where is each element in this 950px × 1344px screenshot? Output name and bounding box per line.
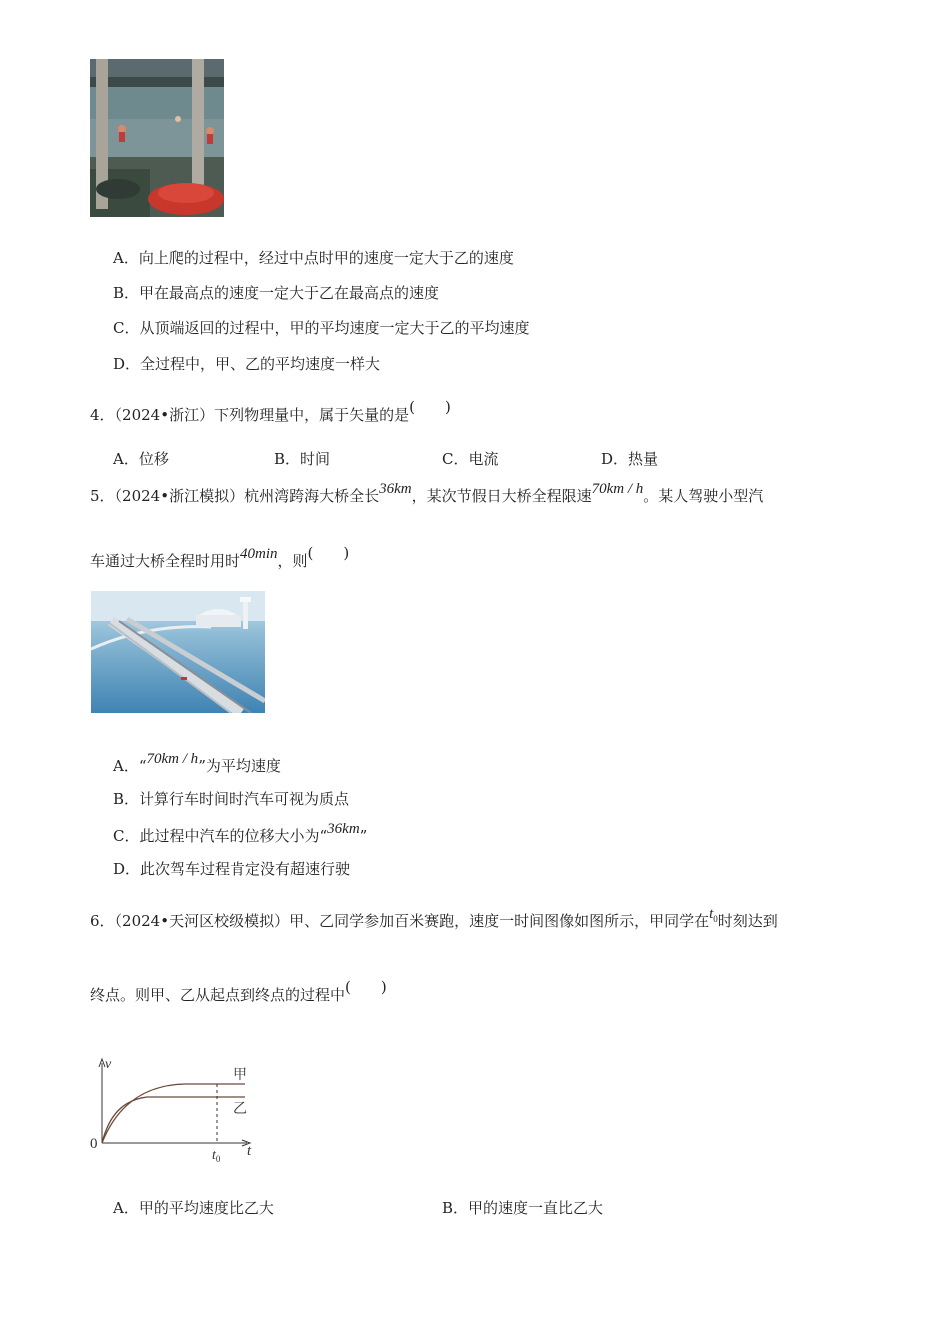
option-letter: A． (113, 757, 139, 775)
t0-math (709, 906, 718, 922)
q4-option-c (442, 449, 499, 469)
question-text: 下列物理量中，属于矢量的是 (214, 406, 410, 424)
option-math: 70km / h (146, 751, 199, 767)
label-jia: 甲 (233, 1067, 247, 1083)
bridge-length-math: 36km (379, 481, 412, 497)
question-text: 终点。则甲、乙从起点到终点的过程中 (90, 986, 346, 1004)
v-axis-label: v (105, 1057, 112, 1072)
option-text: 从顶端返回的过程中，甲的平均速度一定大于乙的平均速度 (139, 319, 530, 337)
q6-stem-line1 (90, 906, 778, 937)
question-number: 6． (90, 912, 115, 930)
option-letter: B． (274, 450, 301, 468)
q4-option-d (601, 449, 658, 469)
q5-option-c (113, 821, 368, 847)
speed-limit-math: 70km / h (591, 481, 644, 497)
t0-symbol: t (709, 906, 714, 922)
q5-stem-line1 (90, 481, 764, 507)
question-text: 。某人驾驶小型汽 (643, 487, 764, 505)
q3-option-a (113, 248, 514, 268)
q5-option-a (113, 751, 281, 777)
t0-subscript: 0 (713, 914, 718, 924)
bridge-photo-drawing (91, 591, 265, 713)
option-text: 此过程中汽车的位移大小为“ (139, 827, 328, 845)
velocity-time-graph (85, 1055, 265, 1170)
option-text: 甲在最高点的速度一定大于乙在最高点的速度 (139, 284, 440, 302)
answer-paren: ( ) (409, 398, 451, 416)
question-number: 4． (90, 406, 115, 424)
answer-paren: ( ) (345, 978, 387, 996)
option-text: ” (359, 827, 368, 845)
label-yi: 乙 (233, 1101, 247, 1117)
option-text: 甲的速度一直比乙大 (468, 1199, 604, 1217)
t0-label (212, 1148, 221, 1164)
option-letter: A． (113, 450, 139, 468)
pole-climbing-photo (90, 59, 224, 217)
q5-option-b (113, 789, 349, 809)
q4-option-a (113, 449, 169, 469)
q6-option-a (113, 1198, 274, 1218)
option-text: ”为平均速度 (198, 757, 281, 775)
option-letter: C． (113, 827, 140, 845)
option-letter: C． (113, 319, 140, 337)
q3-option-d (113, 354, 380, 374)
option-text: 位移 (138, 450, 169, 468)
q3-option-b (113, 283, 439, 303)
option-letter: D． (113, 860, 141, 878)
origin-label: 0 (90, 1136, 98, 1152)
question-text: 时刻达到 (717, 912, 778, 930)
q4-option-b (274, 449, 330, 469)
option-text: 此次驾车过程肯定没有超速行驶 (140, 860, 351, 878)
curve-yi (102, 1097, 245, 1143)
option-letter: D． (601, 450, 629, 468)
t-axis-label: t (247, 1143, 252, 1159)
option-text: 热量 (628, 450, 659, 468)
travel-time-math: 40min (240, 546, 278, 562)
question-text: ，某次节假日大桥全程限速 (411, 487, 592, 505)
answer-paren: ( ) (307, 544, 350, 562)
option-letter: C． (442, 450, 469, 468)
option-text: 全过程中，甲、乙的平均速度一样大 (140, 355, 381, 373)
question-text: 杭州湾跨海大桥全长 (244, 487, 380, 505)
option-text: 向上爬的过程中，经过中点时甲的速度一定大于乙的速度 (138, 249, 514, 267)
t0-symbol: t (212, 1148, 216, 1163)
question-text: 车通过大桥全程时用时 (90, 552, 241, 570)
option-math: 36km (327, 821, 360, 837)
option-letter: B． (113, 284, 140, 302)
bridge-photo (91, 591, 265, 713)
pole-climbing-photo-drawing (90, 59, 224, 217)
curve-jia (102, 1084, 245, 1143)
q5-option-d (113, 859, 350, 879)
question-source: （2024•天河区校级模拟） (114, 912, 290, 930)
option-letter: A． (113, 1199, 139, 1217)
question-text: ，则 (277, 552, 308, 570)
q5-stem-line2 (90, 544, 350, 572)
option-letter: A． (113, 249, 139, 267)
option-text: 甲的平均速度比乙大 (138, 1199, 274, 1217)
option-text: 计算行车时间时汽车可视为质点 (139, 790, 350, 808)
q4-stem (90, 398, 451, 425)
question-source: （2024•浙江） (114, 406, 215, 424)
option-text: 电流 (468, 450, 499, 468)
option-letter: D． (113, 355, 141, 373)
question-number: 5． (90, 487, 115, 505)
q6-stem-line2 (90, 978, 387, 1005)
question-source: （2024•浙江模拟） (114, 487, 245, 505)
question-text: 甲、乙同学参加百米赛跑，速度一时间图像如图所示，甲同学在 (289, 912, 710, 930)
option-letter: B． (442, 1199, 469, 1217)
q3-option-c (113, 318, 530, 338)
option-letter: B． (113, 790, 140, 808)
q6-option-b (442, 1198, 603, 1218)
option-text: 时间 (300, 450, 331, 468)
t0-subscript: 0 (215, 1154, 221, 1164)
option-text: “ (138, 757, 147, 775)
